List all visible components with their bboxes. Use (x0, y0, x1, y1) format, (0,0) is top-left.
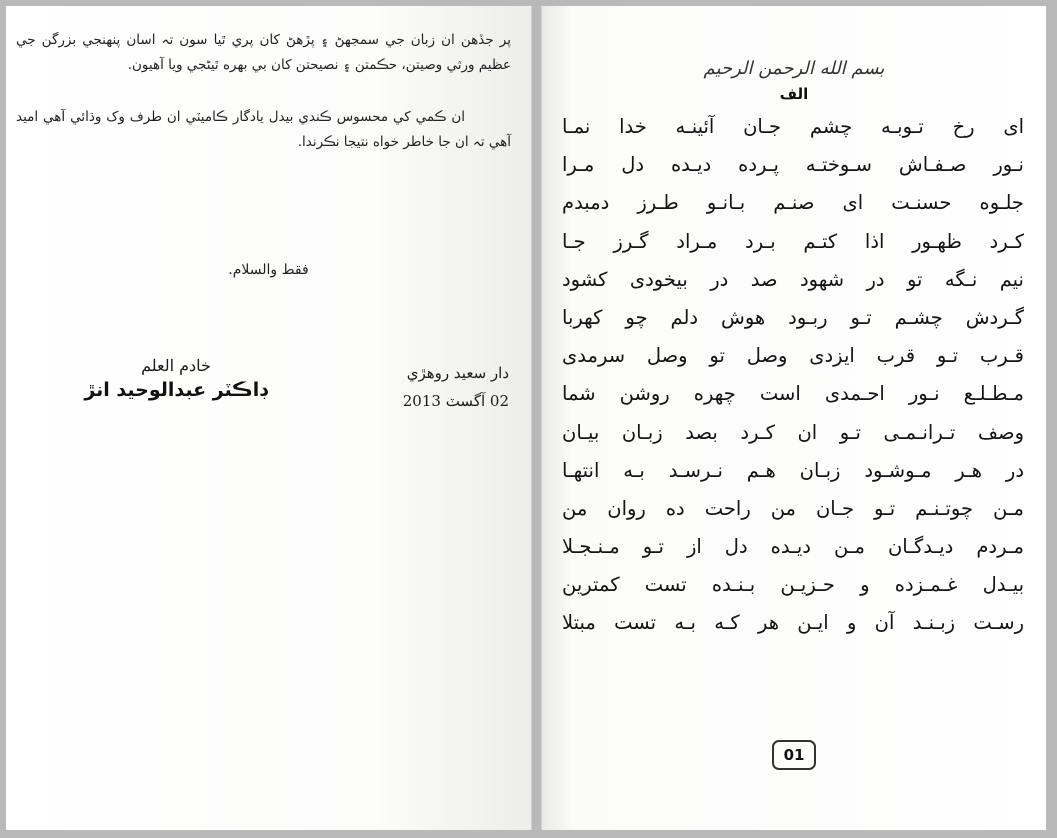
verse-line: رسـت زبـنـد آن و ایـن هر کـه بـه تست مبتلا (562, 611, 1024, 635)
page-number-box (772, 740, 816, 770)
committee-paragraph: ان ڪمي کي محسوس ڪندي بيدل يادگار ڪاميٽي ان طرف وک وڌائي آهي اميد آهي تہ ان جا خاطر خواه نتيجا نڪرندا. (16, 109, 511, 150)
verse-line: وصف تـرانـمـی تـو ان کـرد بصد زبـان بیـان (562, 420, 1024, 444)
signature-title: خادم العلم (141, 356, 211, 375)
section-heading: الف (779, 85, 809, 103)
verse-line: قـرب تـو قرب ایزدی وصل تو وصل سرمدی (562, 344, 1024, 368)
verse-line: بیـدل غـمـزده و حـزیـن بـنـده تست کمترین (562, 573, 1024, 597)
verse-line: کـرد ظهـور اذا کتـم بـرد مـراد گـرز جـا (562, 229, 1024, 253)
address-block (403, 364, 509, 410)
closing-salutation: فقط والسلام. (228, 262, 309, 278)
page-number: 01 (783, 746, 805, 764)
verse-line: جلـوه حسنـت ای صنـم بـانـو طـرز دمبدم (562, 191, 1024, 215)
verse-line: گـردش چشـم تـو ربـود هوش دلم چو کهربا (562, 305, 1024, 329)
right-page (541, 6, 1046, 830)
intro-paragraph: پر جڏهن ان زبان جي سمجهڻ ۽ پڙهڻ کان پري ٿيا سون تہ اسان پنهنجي بزرگن جي عظيم ورثي وصيتن، حڪمتن ۽ نصيحتن کان بي بهره ٿيڻجي ويا آهيون. (16, 32, 511, 73)
verse-line: نیم نـگه تو در شهود صد در بیخودی کشود (562, 267, 1024, 291)
author-name: ڊاڪٽر عبدالوحيد انڙ (84, 379, 268, 401)
bismillah-calligraphy: بسم الله الرحمن الرحيم (703, 58, 885, 79)
verse-line: مـطـلـع نـور احـمدی است چهره روشن شما (562, 382, 1024, 406)
letter-date: 02 آگسٽ 2013 (402, 392, 509, 410)
address-place: دار سعيد روهڙي (406, 364, 509, 382)
verse-line: مـردم دیـدگـان مـن دیـده دل از تـو مـنـجـلا (562, 535, 1024, 559)
verse-line: مـن چوتـنـم تـو جـان من راحت ده روان من (562, 496, 1024, 520)
verse-list (562, 108, 1024, 643)
verse-line: نـور صـفـاش سـوختـه پـرده دیـده دل مـرا (562, 153, 1024, 177)
verse-line: در هـر مـوشـود زبـان هـم نـرسـد بـه انتهـا (562, 458, 1024, 482)
verse-line: ای رخ تـوبـه چشم جـان آئینـه خدا نمـا (562, 115, 1024, 138)
left-page (6, 6, 532, 830)
signature-block (61, 356, 291, 401)
